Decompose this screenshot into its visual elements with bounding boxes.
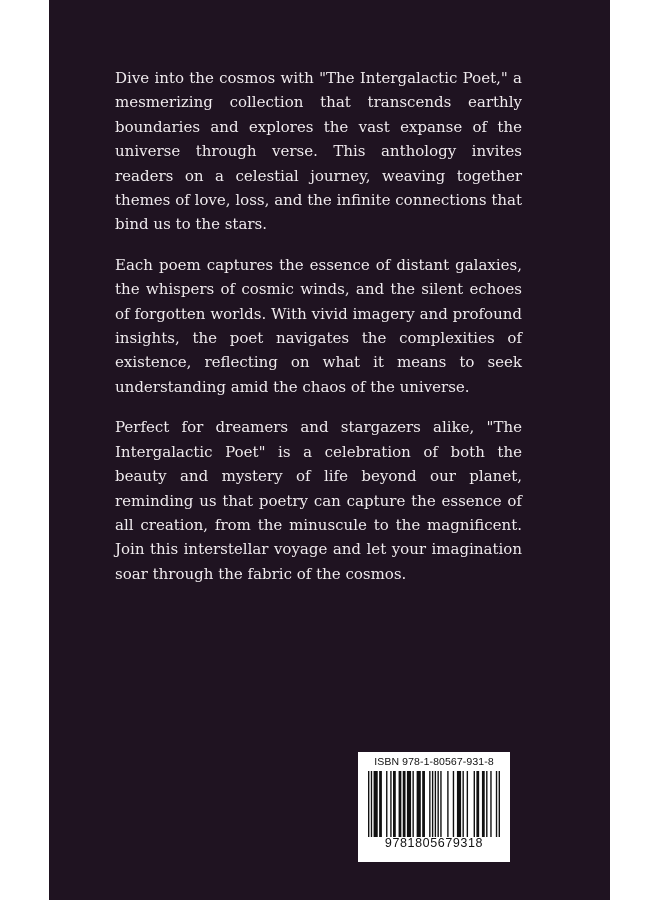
barcode-bar: [379, 771, 382, 837]
blurb-paragraph-2: Each poem captures the essence of distant galaxies, the whispers of cosmic winds, and the silent echoes of forgotten worlds. With vivid imagery and profound insights, the poet navigates the complexities of existence, reflecting on what it means to seek understanding amid the chaos of the universe.: [115, 255, 522, 396]
blurb-text: [115, 66, 522, 602]
barcode-bar: [422, 771, 425, 837]
barcode-bar: [432, 771, 433, 837]
barcode-bar: [386, 771, 387, 837]
barcode-bar: [499, 771, 500, 837]
barcode-bar: [476, 771, 479, 837]
barcode-bar: [496, 771, 497, 837]
barcode-bar: [486, 771, 487, 837]
barcode-bar: [435, 771, 436, 837]
barcode-bar: [462, 771, 463, 837]
barcode-bar: [368, 771, 369, 837]
barcode-bar: [399, 771, 402, 837]
barcode-bar: [447, 771, 448, 837]
isbn-barcode: [358, 752, 510, 862]
barcode-bar: [474, 771, 475, 837]
barcode-number: 9781805679318: [384, 836, 484, 850]
barcode-bar: [407, 771, 411, 837]
barcode-bar: [417, 771, 421, 837]
barcode-bar: [482, 771, 485, 837]
barcode-bar: [371, 771, 372, 837]
barcode-bar: [467, 771, 468, 837]
barcode-bars: [368, 771, 500, 837]
barcode-bar: [457, 771, 461, 837]
barcode-bar: [490, 771, 491, 837]
barcode-bar: [390, 771, 391, 837]
barcode-bar: [437, 771, 438, 837]
barcode-bar: [440, 771, 441, 837]
blurb-paragraph-1: Dive into the cosmos with "The Intergalactic Poet," a mesmerizing collection that transcends earthly boundaries and explores the vast expanse of the universe through verse. This anthology invites readers on a celestial journey, weaving together themes of love, loss, and the infinite connections that bind us to the stars.: [115, 69, 522, 234]
barcode-bar: [412, 771, 413, 837]
barcode-bar: [429, 771, 430, 837]
barcode-bar: [393, 771, 396, 837]
blurb-paragraph-3: Perfect for dreamers and stargazers alike, "The Intergalactic Poet" is a celebration of both the beauty and mystery of life beyond our planet, reminding us that poetry can capture the essence of all creation, from the minuscule to the magnificent. Join this interstellar voyage and let your imagination soar through the fabric of the cosmos.: [115, 418, 522, 583]
barcode-bar: [374, 771, 378, 837]
barcode-bar: [453, 771, 454, 837]
barcode-bar: [403, 771, 406, 837]
isbn-label: ISBN 978-1-80567-931-8: [374, 756, 494, 768]
